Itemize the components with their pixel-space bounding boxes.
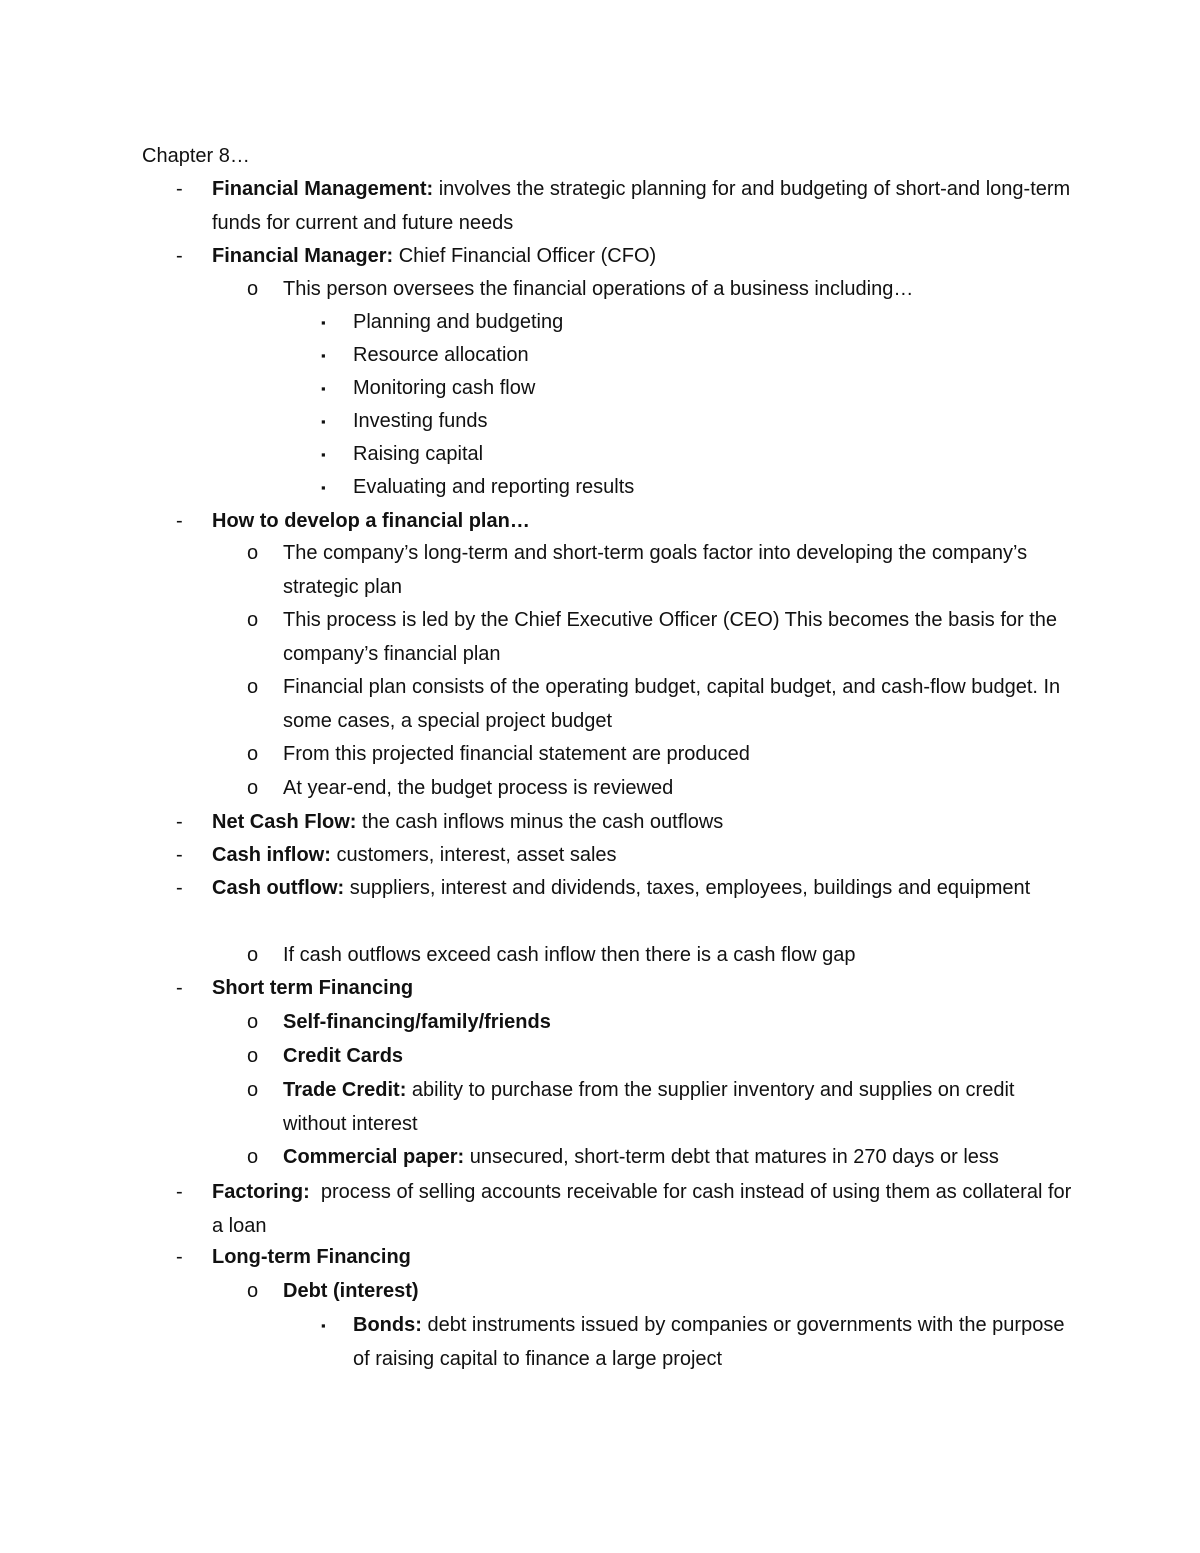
list-item — [321, 306, 1073, 340]
list-item — [176, 173, 1072, 240]
list-item — [247, 1074, 1073, 1141]
list-item — [321, 405, 1073, 439]
item-text: Self-financing/family/friends — [283, 1011, 551, 1033]
circle-bullet: o — [247, 676, 259, 698]
item-text: Raising capital — [353, 443, 484, 465]
dash-bullet: - — [176, 877, 183, 899]
list-item — [247, 772, 1073, 806]
circle-bullet: o — [247, 1146, 259, 1168]
definition: involves the strategic planning for and budgeting of short-and long-term funds for current and future needs — [212, 178, 1071, 234]
item-text: If cash outflows exceed cash inflow then there is a cash flow gap — [283, 944, 856, 966]
dash-bullet: - — [176, 1246, 183, 1268]
item-text: Monitoring cash flow — [353, 377, 536, 399]
list-item — [176, 972, 1072, 1006]
term: Cash inflow: — [212, 844, 331, 866]
term: Cash outflow: — [212, 877, 345, 899]
dash-bullet: - — [176, 245, 183, 267]
circle-bullet: o — [247, 278, 259, 300]
item-text: Evaluating and reporting results — [353, 476, 635, 498]
definition: the cash inflows minus the cash outflows — [356, 811, 724, 833]
list-item — [321, 438, 1073, 472]
square-bullet: ▪ — [321, 348, 326, 363]
dash-bullet: - — [176, 844, 183, 866]
square-bullet: ▪ — [321, 381, 326, 396]
list-item — [247, 1141, 1073, 1175]
item-text: At year-end, the budget process is reviewed — [283, 777, 674, 799]
item-text: From this projected financial statement are produced — [283, 743, 750, 765]
square-bullet: ▪ — [321, 315, 326, 330]
circle-bullet: o — [247, 609, 259, 631]
item-text: Debt (interest) — [283, 1280, 419, 1302]
definition: unsecured, short-term debt that matures in 270 days or less — [464, 1146, 999, 1168]
term: Financial Manager: — [212, 245, 394, 267]
circle-bullet: o — [247, 1045, 259, 1067]
item-text: This person oversees the financial operations of a business including… — [283, 278, 914, 300]
list-item — [247, 671, 1073, 738]
list-item — [247, 939, 1073, 973]
item-text: Planning and budgeting — [353, 311, 564, 333]
term: Trade Credit: — [283, 1079, 407, 1101]
list-item — [247, 273, 1073, 307]
item-text: Investing funds — [353, 410, 488, 432]
list-item — [176, 505, 1072, 539]
list-item — [247, 537, 1073, 604]
item-text: Credit Cards — [283, 1045, 404, 1067]
list-item — [247, 738, 1073, 772]
dash-bullet: - — [176, 510, 183, 532]
definition: debt instruments issued by companies or governments with the purpose of raising capital to finance a large project — [353, 1314, 1065, 1370]
circle-bullet: o — [247, 777, 259, 799]
definition: Chief Financial Officer (CFO) — [393, 245, 657, 267]
circle-bullet: o — [247, 1280, 259, 1302]
item-text: Resource allocation — [353, 344, 529, 366]
chapter-title: Chapter 8… — [142, 145, 250, 167]
list-item — [176, 839, 1072, 873]
dash-bullet: - — [176, 1181, 183, 1203]
list-item — [321, 1309, 1073, 1376]
dash-bullet: - — [176, 811, 183, 833]
list-item — [176, 872, 1072, 906]
dash-bullet: - — [176, 977, 183, 999]
square-bullet: ▪ — [321, 414, 326, 429]
list-item — [176, 240, 1072, 274]
circle-bullet: o — [247, 743, 259, 765]
term: Financial Management: — [212, 178, 434, 200]
square-bullet: ▪ — [321, 447, 326, 462]
circle-bullet: o — [247, 542, 259, 564]
list-item — [247, 604, 1073, 671]
definition: suppliers, interest and dividends, taxes, employees, buildings and equipment — [344, 877, 1031, 899]
list-item — [176, 806, 1072, 840]
item-text: The company’s long-term and short-term goals factor into developing the company’s strategic plan — [283, 542, 1028, 598]
term: Factoring: — [212, 1181, 310, 1203]
term: Bonds: — [353, 1314, 422, 1336]
definition: process of selling accounts receivable for cash instead of using them as collateral for a loan — [212, 1181, 1077, 1237]
item-text: This process is led by the Chief Executive Officer (CEO) This becomes the basis for the company’s financial plan — [283, 609, 1058, 665]
circle-bullet: o — [247, 1011, 259, 1033]
item-text: Financial plan consists of the operating budget, capital budget, and cash-flow budget. In some cases, a special project budget — [283, 676, 1061, 732]
square-bullet: ▪ — [321, 1318, 326, 1333]
list-item — [247, 1006, 1073, 1040]
list-item — [321, 339, 1073, 373]
list-item — [176, 1241, 1072, 1275]
list-item — [176, 1176, 1077, 1243]
list-item — [321, 372, 1073, 406]
term: Commercial paper: — [283, 1146, 465, 1168]
circle-bullet: o — [247, 1079, 259, 1101]
list-item — [321, 471, 1073, 505]
definition: ability to purchase from the supplier inventory and supplies on credit without interest — [283, 1079, 1015, 1135]
term: Net Cash Flow: — [212, 811, 357, 833]
square-bullet: ▪ — [321, 480, 326, 495]
dash-bullet: - — [176, 178, 183, 200]
heading: How to develop a financial plan… — [212, 510, 530, 532]
heading: Long-term Financing — [212, 1246, 411, 1268]
heading: Short term Financing — [212, 977, 414, 999]
list-item — [247, 1040, 1073, 1074]
definition: customers, interest, asset sales — [330, 844, 617, 866]
list-item — [247, 1275, 1073, 1309]
circle-bullet: o — [247, 944, 259, 966]
